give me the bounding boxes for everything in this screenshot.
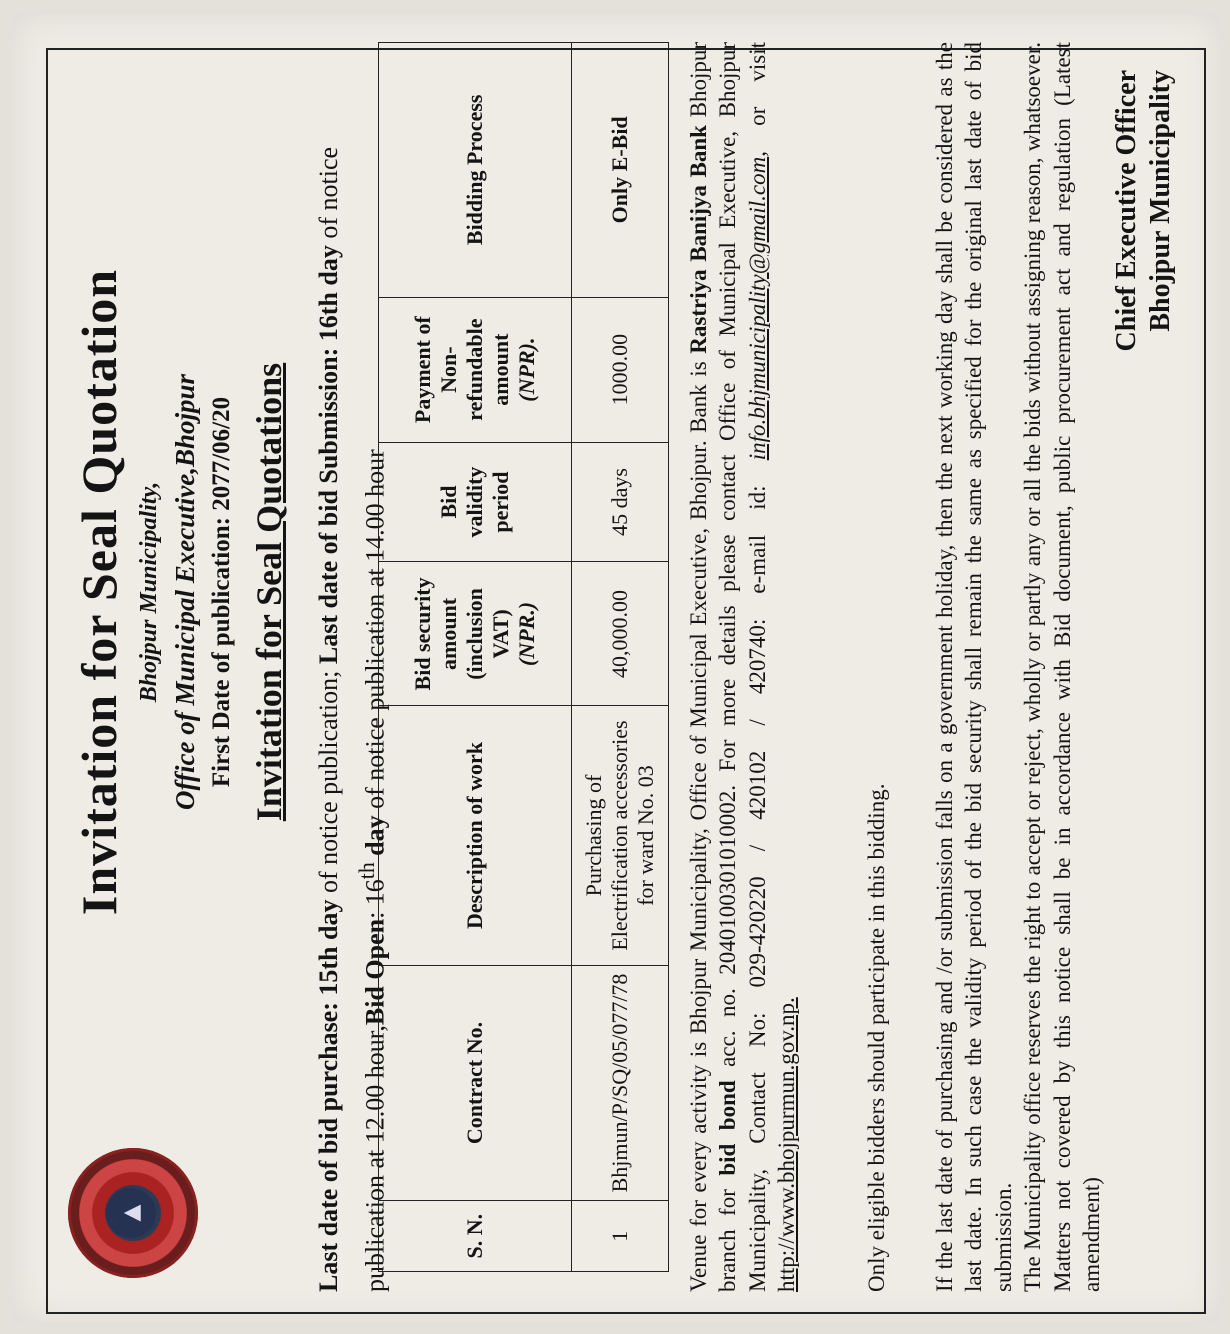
venue-text: Venue for every activity is Bhojpur Municipality, Office of Municipal Executive, Bhojpur. Bank is: [686, 353, 711, 1292]
sub-heading: Invitation for Seal Quotations: [249, 362, 289, 822]
website-link[interactable]: http://www.bhojpurmun.gov.np.: [774, 997, 800, 1292]
signature-org: Bhojpur Municipality: [1144, 70, 1176, 332]
header-security: [379, 562, 572, 706]
header-payment-label: Payment of Non-refundable amount: [410, 316, 513, 424]
header-contract: Contract No.: [379, 965, 572, 1201]
publication-date: First Date of publication: 2077/06/20: [208, 396, 235, 788]
table-row: [572, 43, 669, 1272]
condition-holiday: If the last date of purchasing and /or submission falls on a government holiday, then the next working day shall be considered as the last date. In such case the validity period of the bid security shall remain the same as specified for the original last date of bid submission.: [932, 42, 1016, 1292]
notice-frame: [46, 42, 1206, 1314]
cell-security: 40,000.00: [572, 562, 669, 706]
venue-text: acc. no. 2040100301010002. For more details please contact Office of Municipal Executive, Bhojpur Municipality, Contact No: 029-420220 / 420102 / 420740: e-mail id:: [715, 42, 770, 1292]
office-line: Office of Municipal Executive,Bhojpur: [170, 374, 200, 810]
newspaper-clipping: [12, 14, 1220, 1322]
cell-process: Only E-Bid: [572, 43, 669, 298]
deadline-bid-open: Bid Open: [360, 918, 390, 1026]
bid-bond: bid bond: [715, 1080, 741, 1176]
deadline-part: of notice publication at 12.00 hour,: [314, 146, 390, 1292]
header-sn: S. N.: [379, 1201, 572, 1272]
header-process: Bidding Process: [379, 43, 572, 298]
deadline-submission: Last date of bid Submission: 16th day: [314, 245, 343, 665]
condition-rights: The Municipality office reserves the right to accept or reject, wholly or partly any or all the bids without assigning reason, whatsoever. Matters not covered by this notice shall be in accordance with Bid document, public procurement act and regulation (Latest amendment): [1020, 42, 1105, 1292]
cell-sn: 1: [572, 1201, 669, 1272]
org-line: Bhojpur Municipality,: [136, 481, 162, 703]
cell-description: Purchasing of Electrification accessories for ward No. 03: [572, 706, 669, 965]
rotated-notice: [36, 36, 1216, 1326]
header-validity: Bid validity period: [379, 442, 572, 562]
header-security-unit: (NPR.): [514, 601, 539, 667]
deadline-purchase: Last date of bid purchase: 15th day: [314, 899, 343, 1292]
conditions-block: [930, 42, 1107, 1292]
bid-table: [378, 42, 669, 1272]
header-security-label: Bid security amount (inclusion VAT): [410, 577, 513, 691]
notice-title: Invitation for Seal Quotation: [71, 268, 127, 916]
header-payment-unit: (NPR).: [514, 337, 539, 402]
venue-paragraph: [684, 42, 802, 1292]
cell-validity: 45 days: [572, 442, 669, 562]
signature-title: Chief Executive Officer: [1111, 70, 1142, 352]
table-header-row: [379, 43, 572, 1272]
eligibility-note: Only eligible bidders should participate in this bidding.: [864, 783, 889, 1292]
deadline-part: of notice publication;: [314, 664, 343, 900]
emblem-icon: ▲: [106, 1188, 156, 1238]
deadline-part: day: [360, 815, 390, 863]
deadline-part: of notice publication at 14.00 hour: [360, 449, 390, 816]
deadline-superscript: th: [354, 862, 379, 880]
signature-block: [1110, 70, 1177, 351]
cell-contract: Bhjmun/P/SQ/05/077/78: [572, 965, 669, 1201]
municipality-seal-logo: [68, 1148, 198, 1278]
header-description: Description of work: [379, 706, 572, 965]
email-link[interactable]: info.bhjmunicipality@gmail.com: [744, 156, 770, 461]
venue-text: , or visit: [744, 42, 770, 157]
bank-name: Rastriya Banijya Bank: [686, 125, 711, 354]
header-payment: [379, 297, 572, 442]
deadline-part: : 16: [360, 879, 390, 919]
cell-payment: 1000.00: [572, 297, 669, 442]
venue-text: Bhojpur branch for: [686, 42, 741, 1292]
